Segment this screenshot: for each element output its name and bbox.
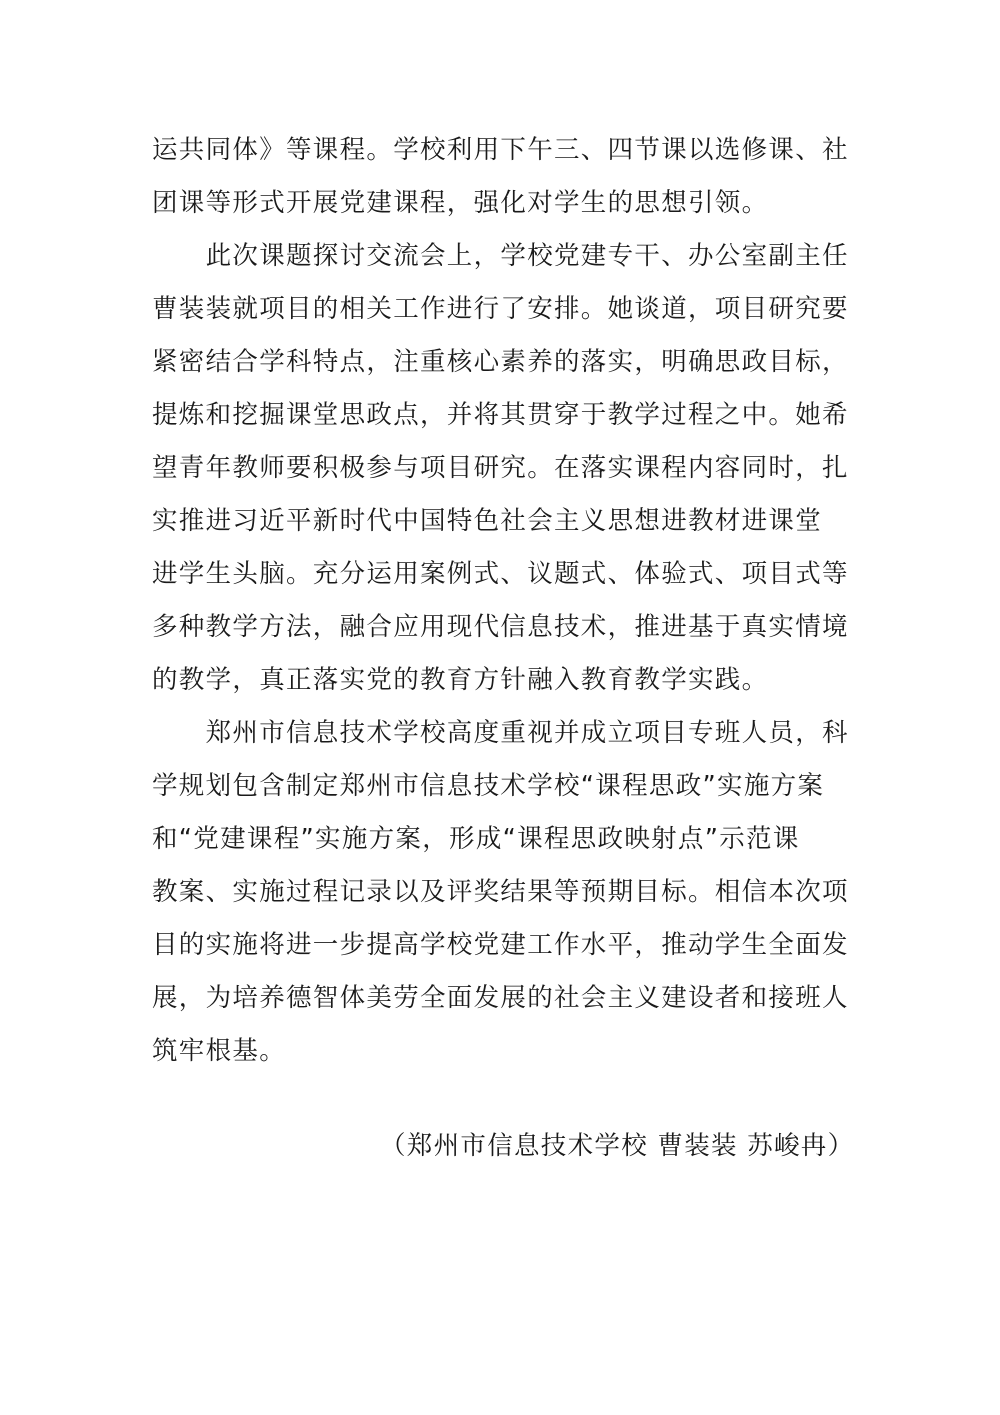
text-line: 实推进习近平新时代中国特色社会主义思想进教材进课堂 [152, 506, 823, 536]
text-line: 郑州市信息技术学校高度重视并成立项目专班人员，科 [152, 718, 849, 748]
text-line: 目的实施将进一步提高学校党建工作水平，推动学生全面发 [152, 930, 849, 960]
author-signature: （郑州市信息技术学校 曹装装 苏峻冉） [380, 1131, 855, 1161]
text-line: 紧密结合学科特点，注重核心素养的落实，明确思政目标， [152, 347, 849, 377]
text-line: 的教学，真正落实党的教育方针融入教育教学实践。 [152, 665, 769, 695]
text-line: 提炼和挖掘课堂思政点，并将其贯穿于教学过程之中。她希 [152, 400, 849, 430]
text-line: 团课等形式开展党建课程，强化对学生的思想引领。 [152, 188, 769, 218]
text-line: 和“党建课程”实施方案，形成“课程思政映射点”示范课 [152, 824, 800, 854]
text-line: 运共同体》等课程。学校利用下午三、四节课以选修课、社 [152, 135, 849, 165]
text-line: 展，为培养德智体美劳全面发展的社会主义建设者和接班人 [152, 983, 849, 1013]
text-line: 此次课题探讨交流会上，学校党建专干、办公室副主任 [152, 241, 849, 271]
paragraph-2 [152, 230, 852, 707]
text-line: 进学生头脑。充分运用案例式、议题式、体验式、项目式等 [152, 559, 849, 589]
text-line: 筑牢根基。 [152, 1036, 287, 1066]
text-line: 曹装装就项目的相关工作进行了安排。她谈道，项目研究要 [152, 294, 849, 324]
text-line: 学规划包含制定郑州市信息技术学校“课程思政”实施方案 [152, 771, 825, 801]
text-line: 多种教学方法，融合应用现代信息技术，推进基于真实情境 [152, 612, 849, 642]
document-body [152, 124, 852, 1078]
paragraph-3 [152, 707, 852, 1078]
paragraph-1 [152, 124, 852, 230]
text-line: 望青年教师要积极参与项目研究。在落实课程内容同时，扎 [152, 453, 849, 483]
text-line: 教案、实施过程记录以及评奖结果等预期目标。相信本次项 [152, 877, 849, 907]
